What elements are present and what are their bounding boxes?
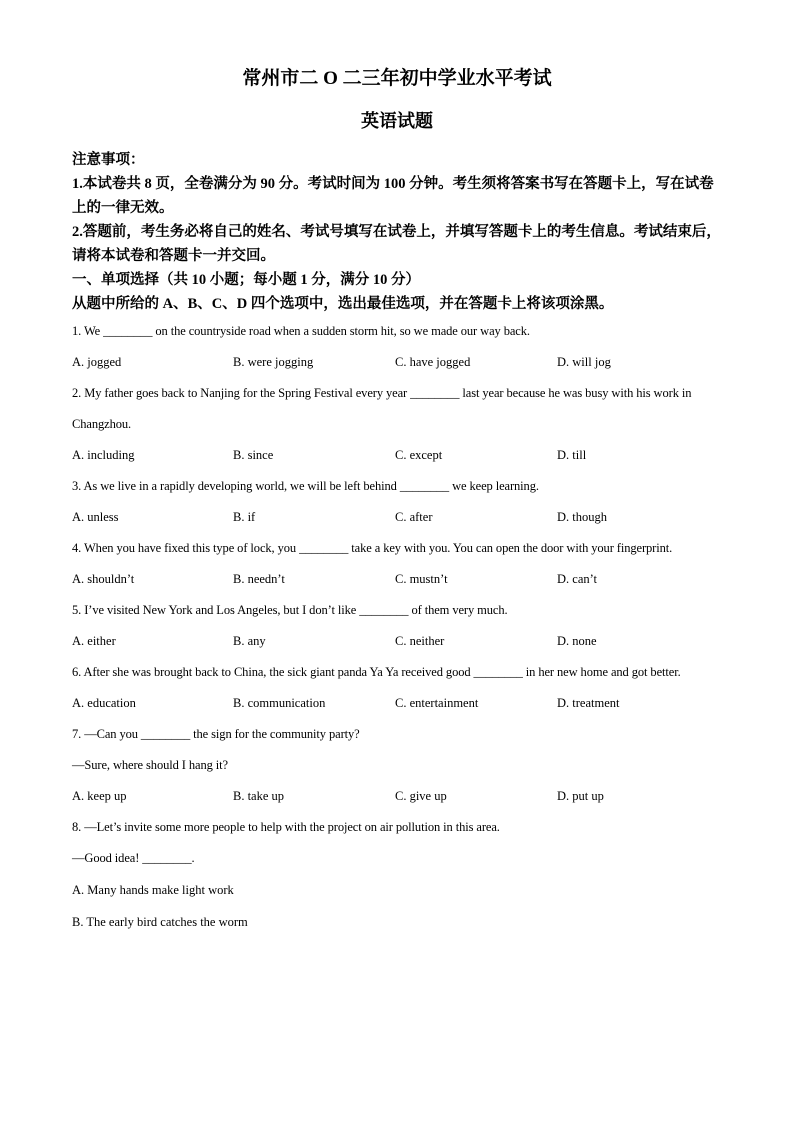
option-c: C. neither: [395, 634, 445, 648]
option-d: D. put up: [557, 789, 604, 803]
option-a: A. Many hands make light work: [72, 883, 234, 897]
question-8-stem: 8. —Let’s invite some more people to help with the project on air pollution in this area.: [72, 820, 500, 834]
option-a: A. education: [72, 696, 136, 710]
option-b: B. any: [233, 634, 266, 648]
option-d: D. can’t: [557, 572, 598, 586]
option-a: A. including: [72, 448, 135, 462]
option-d: D. will jog: [557, 355, 611, 369]
option-b: B. were jogging: [233, 355, 314, 369]
question-6-options: [72, 688, 722, 719]
notice-heading: 注意事项：: [72, 152, 145, 168]
notice-block: [72, 148, 722, 316]
option-c: C. have jogged: [395, 355, 471, 369]
option-b: B. communication: [233, 696, 326, 710]
section-heading: 一、单项选择（共 10 小题；每小题 1 分，满分 10 分）: [72, 272, 420, 288]
section-instruction: 从题中所给的 A、B、C、D 四个选项中，选出最佳选项，并在答题卡上将该项涂黑。: [72, 296, 614, 312]
exam-page: [72, 66, 722, 938]
question-3-stem: 3. As we live in a rapidly developing world, we will be left behind ________ we keep learning.: [72, 479, 539, 493]
notice-item-2: 2.答题前，考生务必将自己的姓名、考试号填写在试卷上，并填写答题卡上的考生信息。考试结束后，请将本试卷和答题卡一并交回。: [72, 224, 721, 264]
question-7-stem: 7. —Can you ________ the sign for the community party?: [72, 727, 360, 741]
option-b: B. The early bird catches the worm: [72, 915, 248, 929]
question-1-stem: 1. We ________ on the countryside road when a sudden storm hit, so we made our way back.: [72, 324, 530, 338]
question-6-stem: 6. After she was brought back to China, the sick giant panda Ya Ya received good ________ in her new home and got better.: [72, 665, 681, 679]
option-a: A. keep up: [72, 789, 127, 803]
question-7-reply: —Sure, where should I hang it?: [72, 758, 228, 772]
question-5-stem: 5. I’ve visited New York and Los Angeles, but I don’t like ________ of them very much.: [72, 603, 508, 617]
option-d: D. treatment: [557, 696, 620, 710]
exam-title: 常州市二 O 二三年初中学业水平考试: [242, 68, 552, 89]
option-d: D. though: [557, 510, 607, 524]
question-3-options: [72, 502, 722, 533]
option-d: D. till: [557, 448, 587, 462]
option-b: B. needn’t: [233, 572, 285, 586]
option-a: A. unless: [72, 510, 119, 524]
question-2-options: [72, 440, 722, 471]
option-a: A. either: [72, 634, 116, 648]
option-b: B. since: [233, 448, 274, 462]
option-b: B. take up: [233, 789, 285, 803]
question-2-stem: 2. My father goes back to Nanjing for the Spring Festival every year ________ last year because he was busy with his work in Changzhou.: [72, 386, 692, 431]
question-7-options: [72, 781, 722, 812]
option-a: A. shouldn’t: [72, 572, 135, 586]
option-c: C. except: [395, 448, 443, 462]
option-d: D. none: [557, 634, 597, 648]
question-4-options: [72, 564, 722, 595]
question-8-reply: —Good idea! ________.: [72, 851, 195, 865]
question-4-stem: 4. When you have fixed this type of lock, you ________ take a key with you. You can open the door with your fingerprint.: [72, 541, 673, 555]
option-c: C. entertainment: [395, 696, 479, 710]
exam-subtitle: 英语试题: [361, 111, 433, 131]
notice-item-1: 1.本试卷共 8 页，全卷满分为 90 分。考试时间为 100 分钟。考生须将答案书写在答题卡上，写在试卷上的一律无效。: [72, 176, 714, 216]
option-b: B. if: [233, 510, 256, 524]
question-1-options: [72, 347, 722, 378]
option-c: C. mustn’t: [395, 572, 448, 586]
question-5-options: [72, 626, 722, 657]
option-a: A. jogged: [72, 355, 122, 369]
option-c: C. after: [395, 510, 433, 524]
option-c: C. give up: [395, 789, 447, 803]
